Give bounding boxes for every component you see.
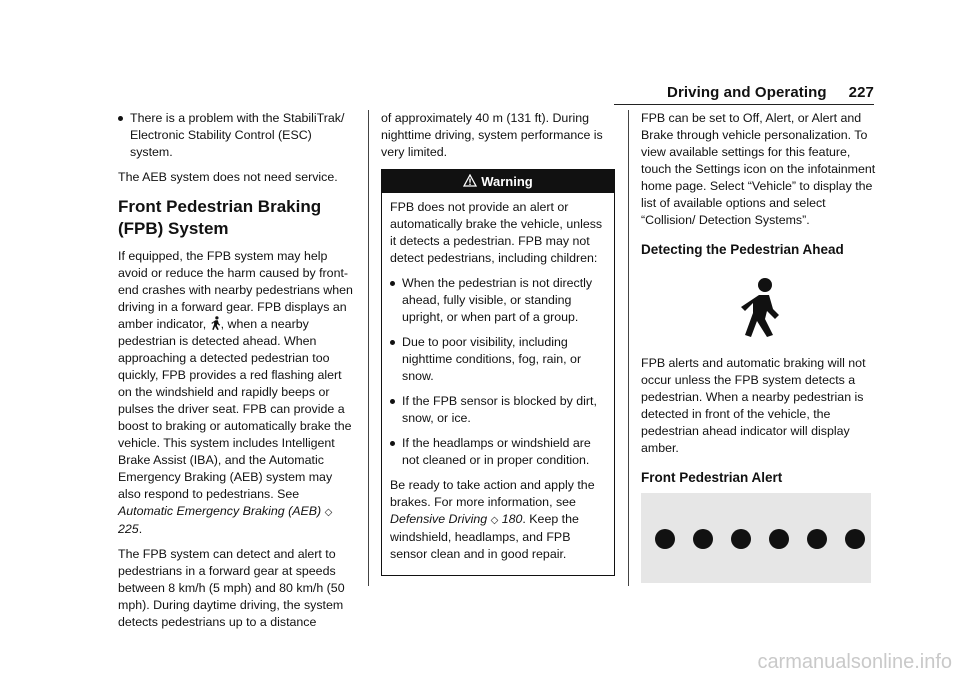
bullet-icon <box>390 441 395 446</box>
warning-body <box>382 193 614 575</box>
section-heading: Front Pedestrian Braking (FPB) System <box>118 197 322 238</box>
paragraph: FPB can be set to Off, Alert, or Alert and Brake through vehicle personalization. To view available settings for this feature, touch the Settings icon on the infotainment home page. Select “Vehicle” to display the list of available options and select “Collision/ Detection Systems”. <box>641 111 876 227</box>
cross-reference-page[interactable]: 180 <box>501 512 523 526</box>
section-title: Driving and Operating <box>667 84 827 101</box>
cross-reference-link[interactable]: Defensive Driving <box>390 512 488 526</box>
bullet-icon <box>390 281 395 286</box>
page-header <box>667 84 874 101</box>
paragraph: The FPB system can detect and alert to pedestrians in a forward gear at speeds between 8 km/h (5 mph) and 80 km/h (50 mph). During daytime driving, the system detects pedestrians up to a distance <box>118 547 345 629</box>
column-2 <box>381 110 615 576</box>
paragraph: FPB does not provide an alert or automatically brake the vehicle, unless it detects a pedestrian. FPB may not detect pedestrians, including children: <box>390 200 603 265</box>
cross-reference-page[interactable]: 225 <box>118 522 139 536</box>
bullet-icon <box>118 116 123 121</box>
alert-light-icon <box>845 529 865 549</box>
pedestrian-icon <box>737 277 781 337</box>
list-item: There is a problem with the StabiliTrak/ Electronic Stability Control (ESC) system. <box>118 110 356 161</box>
warning-header <box>382 170 614 193</box>
header-rule <box>614 104 874 105</box>
warning-title: Warning <box>481 174 533 189</box>
paragraph: If equipped, the FPB system may help avoid or reduce the harm caused by front-end crashes with nearby pedestrians when driving in a forward gear. FPB displays an amber indicator, , when a nearby pedestrian is detected ahead. When approaching a detected pedestrian too quickly, FPB provides a red flashing alert on the windshield and rapidly beeps or pulses the driver seat. FPB can provide a boost to braking or automatically brake the vehicle. This system includes Intelligent Brake Assist (IBA), and the Automatic Emergency Braking (AEB) system may also respond to pedestrians. See Automatic Emergency Braking (AEB) ◇ 225. <box>118 249 353 536</box>
alert-light-icon <box>769 529 789 549</box>
alert-light-icon <box>655 529 675 549</box>
bullet-icon <box>390 340 395 345</box>
cross-reference-link[interactable]: Automatic Emergency Braking (AEB) <box>118 504 322 518</box>
warning-triangle-icon <box>463 174 477 187</box>
subsection-heading: Detecting the Pedestrian Ahead <box>641 242 844 257</box>
pedestrian-icon <box>210 316 221 330</box>
alert-light-icon <box>693 529 713 549</box>
column-divider <box>368 110 369 586</box>
watermark: carmanualsonline.info <box>757 651 952 673</box>
alert-lights-panel <box>641 493 871 583</box>
list-item: Due to poor visibility, including nighttime conditions, fog, rain, or snow. <box>390 334 606 385</box>
warning-box <box>381 169 615 576</box>
column-3 <box>641 110 877 583</box>
bullet-icon <box>390 399 395 404</box>
column-1 <box>118 110 356 639</box>
page-arrow-icon: ◇ <box>324 507 333 518</box>
list-item: If the headlamps or windshield are not cleaned or in proper condition. <box>390 435 606 469</box>
paragraph: of approximately 40 m (131 ft). During nighttime driving, system performance is very limited. <box>381 111 603 159</box>
list-item: When the pedestrian is not directly ahead, fully visible, or standing upright, or when part of a group. <box>390 275 606 326</box>
subsection-heading: Front Pedestrian Alert <box>641 470 783 485</box>
page-arrow-icon: ◇ <box>490 515 499 526</box>
alert-light-icon <box>807 529 827 549</box>
list-item: If the FPB sensor is blocked by dirt, snow, or ice. <box>390 393 606 427</box>
paragraph: The AEB system does not need service. <box>118 170 338 184</box>
column-divider <box>628 110 629 586</box>
page-number: 227 <box>848 84 874 101</box>
alert-lights <box>655 529 865 549</box>
paragraph: FPB alerts and automatic braking will not occur unless the FPB system detects a pedestrian. When a nearby pedestrian is detected in front of the vehicle, the pedestrian ahead indicator will display amber. <box>641 356 866 455</box>
paragraph: Be ready to take action and apply the brakes. For more information, see Defensive Driving ◇ 180. Keep the windshield, headlamps, and FPB sensor clean and in good repair. <box>390 478 595 561</box>
alert-light-icon <box>731 529 751 549</box>
